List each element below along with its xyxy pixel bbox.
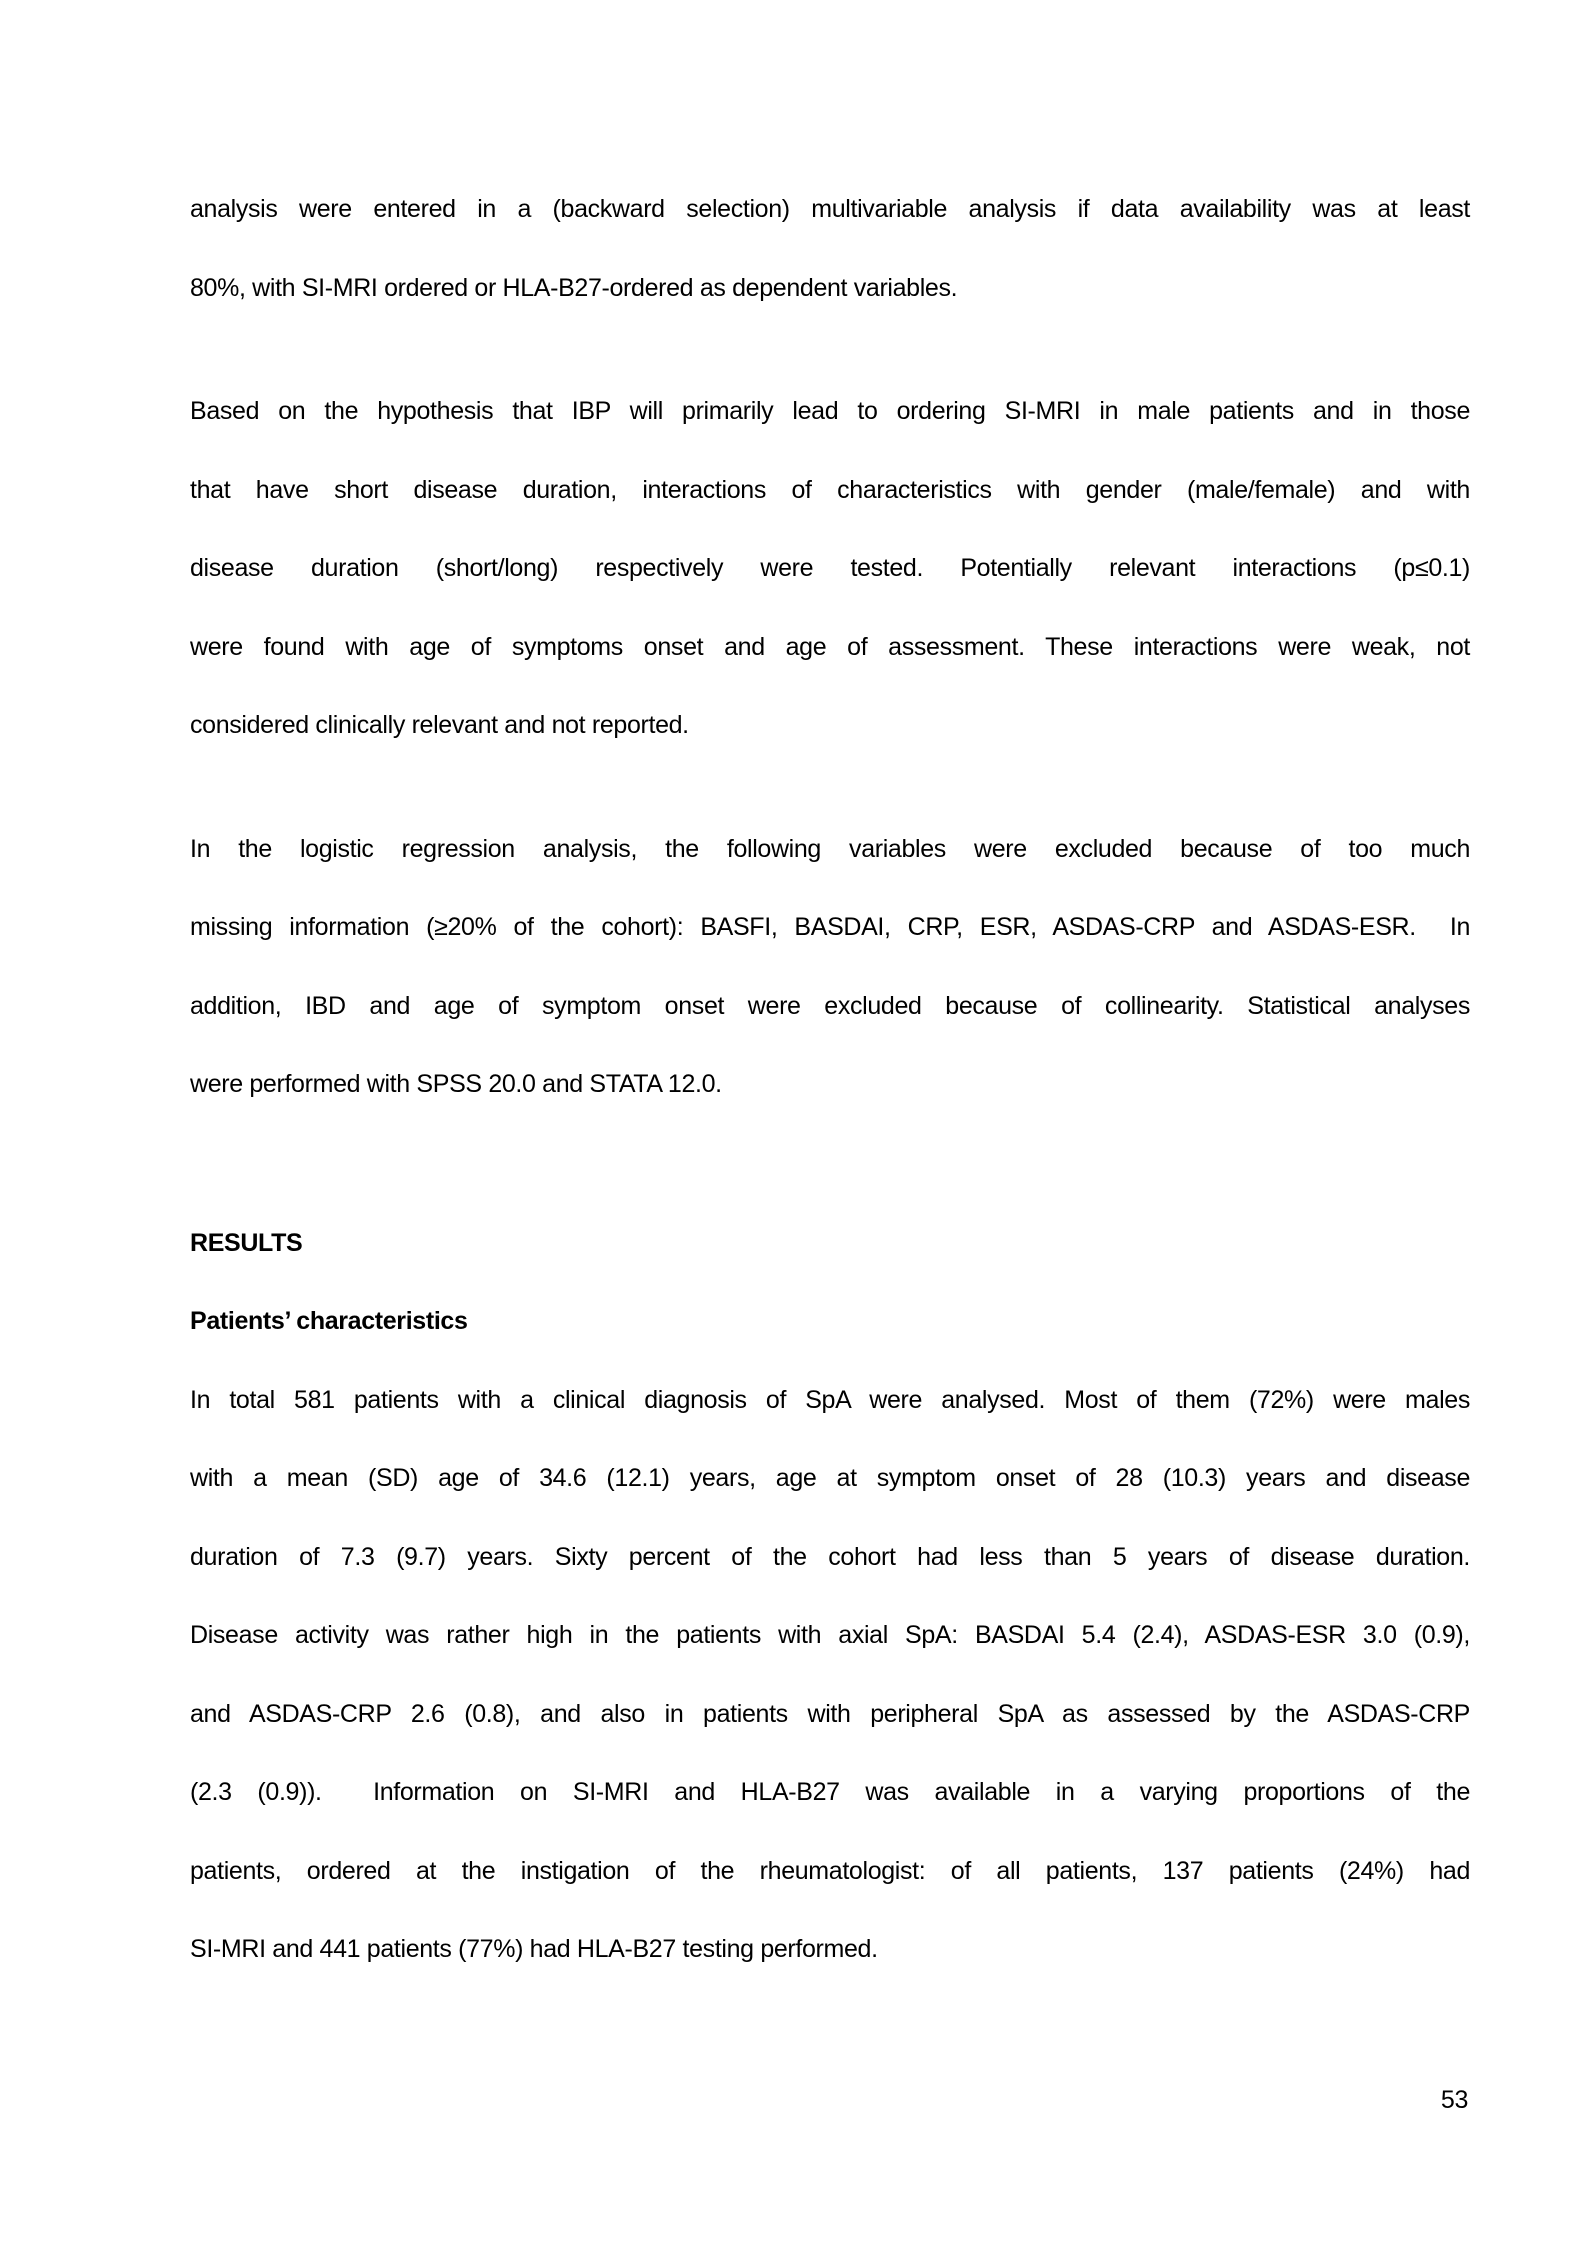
text-line: addition, IBD and age of symptom onset were excluded because of collinearity. Statistical analyses [190,991,1470,1020]
paragraph-logistic-regression-exclusions [190,810,1470,1124]
text-line: considered clinically relevant and not reported. [190,711,689,739]
text-line: (2.3 (0.9)). Information on SI-MRI and HLA-B27 was available in a varying proportions of the [190,1778,1470,1806]
paragraph-patients-characteristics [190,1361,1470,1989]
text-line: duration of 7.3 (9.7) years. Sixty percent of the cohort had less than 5 years of disease duration. [190,1542,1470,1571]
text-line: SI-MRI and 441 patients (77%) had HLA-B27 testing performed. [190,1935,878,1963]
text-line: 80%, with SI-MRI ordered or HLA-B27-ordered as dependent variables. [190,273,958,302]
page-number: 53 [1440,2086,1468,2114]
text-line: disease duration (short/long) respectively were tested. Potentially relevant interactions (p≤0.1) [190,554,1470,582]
text-line: with a mean (SD) age of 34.6 (12.1) years, age at symptom onset of 28 (10.3) years and disease [190,1464,1470,1492]
text-line: were found with age of symptoms onset and age of assessment. These interactions were weak, not [190,632,1470,661]
text-line: that have short disease duration, interactions of characteristics with gender (male/female) and with [190,475,1470,504]
text-line: were performed with SPSS 20.0 and STATA 12.0. [190,1070,722,1098]
text-line: In the logistic regression analysis, the following variables were excluded because of too much [190,834,1470,863]
text-line: analysis were entered in a (backward selection) multivariable analysis if data availability was at least [190,195,1470,223]
patients-characteristics-subheading: Patients’ characteristics [190,1307,468,1335]
text-line: In total 581 patients with a clinical diagnosis of SpA were analysed. Most of them (72%) were males [190,1385,1470,1414]
text-line: missing information (≥20% of the cohort): BASFI, BASDAI, CRP, ESR, ASDAS-CRP and ASDAS-ESR. In [190,913,1470,941]
paragraph-hypothesis-interactions [190,372,1470,765]
text-line: patients, ordered at the instigation of the rheumatologist: of all patients, 137 patients (24%) had [190,1856,1470,1885]
page-body-text [190,0,1470,2034]
text-line: Disease activity was rather high in the patients with axial SpA: BASDAI 5.4 (2.4), ASDAS-ESR 3.0 (0.9), [190,1621,1470,1649]
results-section-heading: RESULTS [190,1228,303,1257]
text-line: and ASDAS-CRP 2.6 (0.8), and also in patients with peripheral SpA as assessed by the ASDAS-CRP [190,1699,1470,1728]
text-line: Based on the hypothesis that IBP will primarily lead to ordering SI-MRI in male patients and in those [190,397,1470,425]
paragraph-multivariable-analysis [190,170,1470,327]
